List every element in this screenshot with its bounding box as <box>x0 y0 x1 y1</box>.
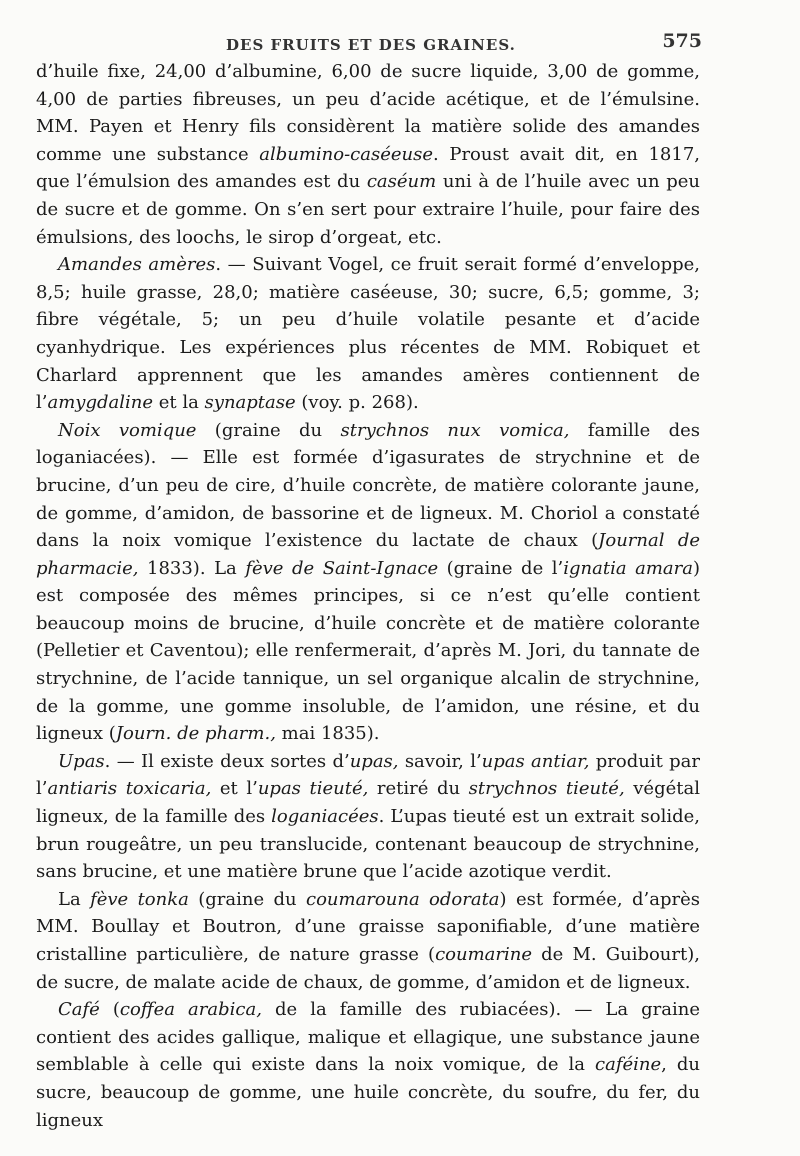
running-head: DES FRUITS ET DES GRAINES. <box>226 36 516 54</box>
text-run: 1833). La <box>138 557 246 579</box>
page-header <box>36 26 700 58</box>
italic-term: Journal de pharmacie, <box>36 530 701 579</box>
text-run: . — Il existe deux sortes d’ <box>104 750 350 772</box>
section-heading: Amandes amères <box>58 254 216 276</box>
text-run: (graine du <box>188 888 306 910</box>
text-run: mai 1835). <box>275 723 380 745</box>
italic-term: strychnos tieuté, <box>468 778 625 800</box>
italic-term: upas tieuté, <box>257 778 369 800</box>
text-run: de la famille des rubiacées). — La graine contient des acides gallique, malique et ellagique, une substance jaune semblable à celle qui existe dans la noix vomique, de la <box>36 999 700 1076</box>
italic-term: coffea arabica, <box>119 999 262 1021</box>
text-run: retiré du <box>368 778 469 800</box>
page-number: 575 <box>662 30 702 52</box>
text-run: et la <box>153 392 205 414</box>
italic-term: caféine <box>595 1054 662 1076</box>
text-run: (graine de l’ <box>438 557 564 579</box>
italic-term: upas antiar, <box>481 750 590 772</box>
text-run: de M. Guibourt), de sucre, de malate acide de chaux, de gomme, d’amidon et de ligneux. <box>36 944 700 993</box>
italic-term: amygdaline <box>47 392 153 414</box>
text-run: et l’ <box>211 778 258 800</box>
text-run: , du sucre, beaucoup de gomme, une huile concrète, du soufre, du fer, du ligneux <box>36 1054 700 1131</box>
text-run: végétal ligneux, de la famille des <box>36 778 700 828</box>
section-heading: Noix vomique <box>58 419 197 441</box>
text-run: . L’upas tieuté est un extrait solide, brun rougeâtre, un peu translucide, contenant beaucoup de strychnine, sans brucine, et une matière brune que l’acide azotique verdit. <box>36 806 700 883</box>
italic-term: antiaris toxicaria, <box>47 778 212 800</box>
text-run: (graine du <box>196 419 341 441</box>
paragraph-feve-tonka <box>36 886 700 996</box>
text-run: . Proust avait dit, en 1817, que l’émulsion des amandes est du <box>36 143 700 193</box>
paragraph-upas <box>36 748 700 886</box>
italic-term: coumarine <box>435 944 532 965</box>
text-run: savoir, l’ <box>398 750 482 772</box>
italic-term: coumarouna odorata <box>306 888 500 910</box>
italic-term: ignatia amara <box>563 557 693 579</box>
section-heading: Café <box>58 999 100 1021</box>
text-run: d’huile fixe, 24,00 d’albumine, 6,00 de sucre liquide, 3,00 de gomme, 4,00 de parties fibreuses, un peu d’acide acétique, et de l’émulsine. MM. Payen et Henry fils considèrent la matière solide des amandes comme une substance <box>36 61 700 165</box>
italic-term: upas, <box>349 750 399 772</box>
paragraph-amandes-ameres <box>36 251 700 417</box>
italic-term: loganiacées <box>271 806 379 828</box>
paragraph-noix-vomique <box>36 417 700 748</box>
text-run: uni à de l’huile avec un peu de sucre et de gomme. On s’en sert pour extraire l’huile, pour faire des émulsions, des loochs, le sirop d’orgeat, etc. <box>36 171 700 248</box>
text-run: ) est formée, d’après MM. Boullay et Boutron, d’une graisse saponifiable, d’une matière cristalline particulière, de nature grasse ( <box>36 888 700 965</box>
italic-term: albumino-caséeuse <box>259 143 434 165</box>
text-run: ( <box>99 999 120 1021</box>
italic-term: strychnos nux vomica, <box>340 419 570 441</box>
paragraph-amandes-douces <box>36 58 700 251</box>
body-text <box>36 58 700 1134</box>
section-heading: Upas <box>58 750 105 772</box>
text-run: famille des loganiacées). — Elle est formée d’igasurates de strychnine et de brucine, d’un peu de cire, d’huile concrète, de matière colorante jaune, de gomme, d’amidon, de bassorine et de ligneux. M. Choriol a constaté dans la noix vomique l’existence du lactate de chaux ( <box>36 419 700 552</box>
text-run: ) est composée des mêmes principes, si ce n’est qu’elle contient beaucoup moins de brucine, d’huile concrète et de matière colorante (Pelletier et Caventou); elle renfermerait, d’après M. Jori, du tannate de strychnine, de l’acide tannique, un sel organique alcalin de strychnine, de la gomme, une gomme insoluble, de l’amidon, une résine, et du ligneux ( <box>36 557 701 745</box>
text-run: produit par l’ <box>36 750 700 800</box>
italic-term: synaptase <box>204 392 296 414</box>
italic-term: caséum <box>366 171 437 193</box>
italic-term: fève tonka <box>90 888 189 910</box>
text-run: La <box>58 888 91 910</box>
paragraph-cafe <box>36 996 700 1134</box>
text-run: (voy. p. 268). <box>295 392 419 414</box>
italic-term: fève de Saint-Ignace <box>245 557 439 579</box>
italic-term: Journ. de pharm., <box>115 723 276 745</box>
text-run: . — Suivant Vogel, ce fruit serait formé d’enveloppe, 8,5; huile grasse, 28,0; matière caséeuse, 30; sucre, 6,5; gomme, 3; fibre végétale, 5; un peu d’huile volatile pesante et d’acide cyanhydrique. Les expériences plus récentes de MM. Robiquet et Charlard apprennent que les amandes amères contiennent de l’ <box>36 254 700 414</box>
